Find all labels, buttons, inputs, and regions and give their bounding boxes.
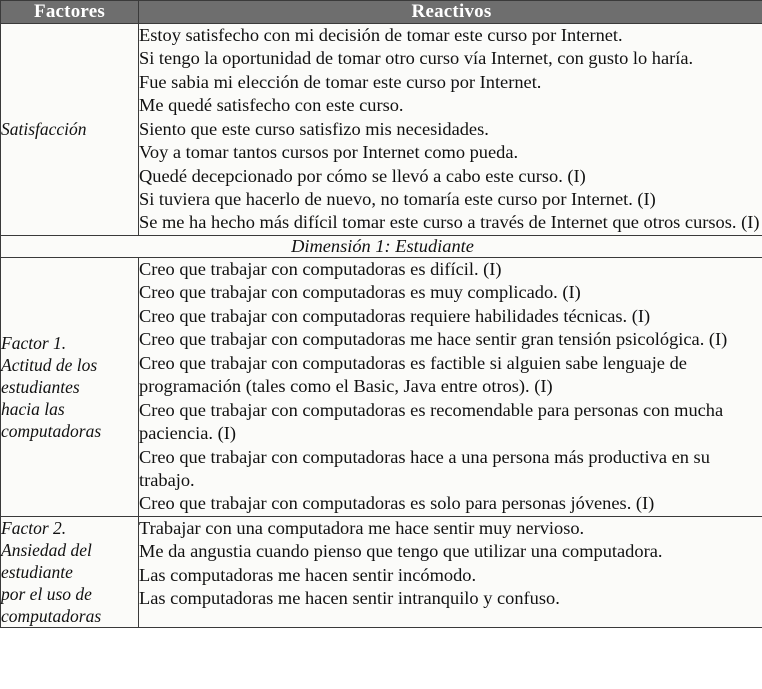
factor-label-line: estudiante [1,562,73,582]
factor-label-factor-1 [1,257,139,516]
list-item: Si tengo la oportunidad de tomar otro curso vía Internet, con gusto lo haría. [139,48,694,69]
list-item: Creo que trabajar con computadoras es factible si alguien sabe lenguaje de programación (tales como el Basic, Java entre otros). (I) [139,352,687,397]
header-row [1,1,762,24]
list-item: Si tuviera que hacerlo de nuevo, no tomaría este curso por Internet. (I) [139,189,656,210]
items-list-factor-2 [139,516,762,627]
factor-label-line: Ansiedad del [1,539,92,560]
list-item: Creo que trabajar con computadoras hace a una persona más productiva en su trabajo. [139,446,710,490]
table-body [1,23,762,627]
list-item: Voy a tomar tantos cursos por Internet como pueda. [139,142,519,163]
list-item: Me quedé satisfecho con este curso. [139,95,404,116]
factor-label-factor-2 [1,516,139,627]
table-row [1,257,762,516]
list-item: Siento que este curso satisfizo mis necesidades. [139,118,489,139]
factor-label-satisfaccion: Satisfacción [1,23,139,235]
list-item: Creo que trabajar con computadoras requiere habilidades técnicas. (I) [139,305,651,326]
list-item: Las computadoras me hacen sentir intranquilo y confuso. [139,588,560,609]
list-item: Fue sabia mi elección de tomar este curso por Internet. [139,71,542,92]
factor-label-line: por el uso de [1,584,92,605]
list-item: Trabajar con una computadora me hace sentir muy nervioso. [139,517,585,538]
factor-label-line: Factor 1. [1,332,67,353]
table-row [1,516,762,627]
list-item: Creo que trabajar con computadoras es solo para personas jóvenes. (I) [139,493,655,514]
list-item: Estoy satisfecho con mi decisión de tomar este curso por Internet. [139,24,623,45]
list-item: Creo que trabajar con computadoras me hace sentir gran tensión psicológica. (I) [139,329,728,350]
items-list-satisfaccion [139,23,762,235]
list-item: Se me ha hecho más difícil tomar este curso a través de Internet que otros cursos. (I) [139,212,760,233]
list-item: Quedé decepcionado por cómo se llevó a cabo este curso. (I) [139,165,586,186]
column-header-reactivos: Reactivos [139,1,762,24]
table-header [1,1,762,24]
table-row [1,23,762,235]
list-item: Creo que trabajar con computadoras es recomendable para personas con mucha paciencia. (I) [139,399,724,444]
dimension-separator-label: Dimensión 1: Estudiante [1,235,762,257]
list-item: Creo que trabajar con computadoras es muy complicado. (I) [139,282,581,303]
table-row-dimension [1,235,762,257]
factor-label-line: hacia las [1,398,65,419]
factor-label-line: computadoras [1,420,102,441]
factor-label-line: Actitud de los [1,354,98,375]
list-item: Creo que trabajar con computadoras es difícil. (I) [139,258,502,279]
column-header-factores: Factores [1,1,139,24]
list-item: Me da angustia cuando pienso que tengo que utilizar una computadora. [139,541,663,562]
factor-label-line: computadoras [1,606,102,627]
factor-label-line: estudiantes [1,376,80,397]
factor-label-line: Factor 2. [1,517,67,538]
items-list-factor-1 [139,257,762,516]
list-item: Las computadoras me hacen sentir incómodo. [139,564,477,585]
